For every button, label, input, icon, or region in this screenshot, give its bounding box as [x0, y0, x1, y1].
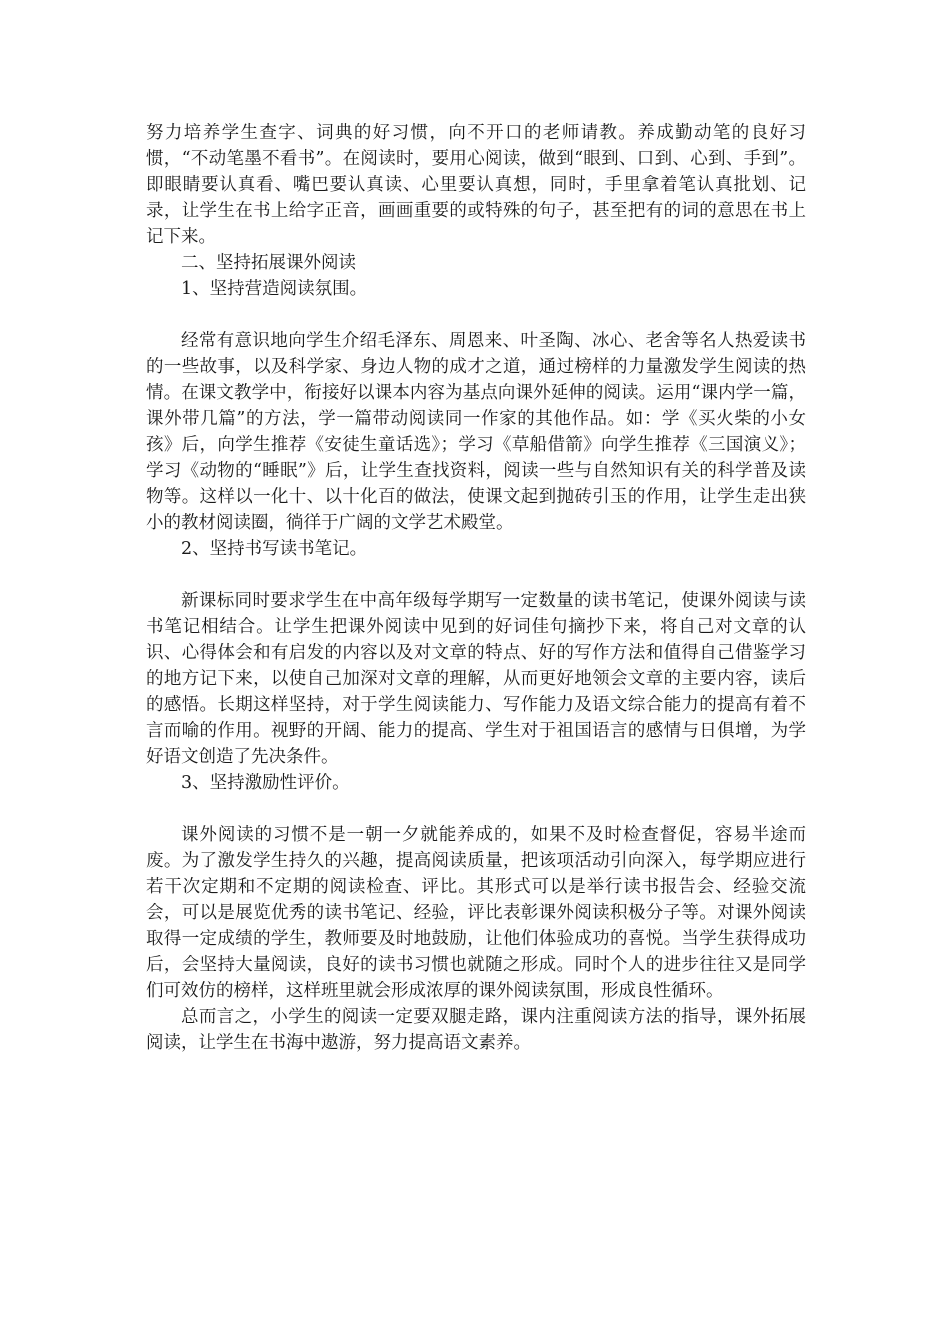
paragraph-3: 课外阅读的习惯不是一朝一夕就能养成的，如果不及时检查督促，容易半途而废。为了激发学生持久的兴趣，提高阅读质量，把该项活动引向深入，每学期应进行若干次定期和不定期的阅读检查、评比。其形式可以是举行读书报告会、经验交流会，可以是展览优秀的读书笔记、经验，评比表彰课外阅读积极分子等。对课外阅读取得一定成绩的学生，教师要及时地鼓励，让他们体验成功的喜悦。当学生获得成功后，会坚持大量阅读，良好的读书习惯也就随之形成。同时个人的进步往往又是同学们可效仿的榜样，这样班里就会形成浓厚的课外阅读氛围，形成良性循环。: [146, 825, 806, 1001]
conclusion-paragraph: 总而言之，小学生的阅读一定要双腿走路，课内注重阅读方法的指导，课外拓展阅读，让学生在书海中遨游，努力提高语文素养。: [146, 1007, 806, 1053]
subheading-2: 2、坚持书写读书笔记。: [181, 539, 368, 559]
section-heading: 二、坚持拓展课外阅读: [181, 253, 356, 273]
paragraph-2: 新课标同时要求学生在中高年级每学期写一定数量的读书笔记，使课外阅读与读书笔记相结合。让学生把课外阅读中见到的好词佳句摘抄下来，将自己对文章的认识、心得体会和有启发的内容以及对文章的特点、好的写作方法和值得自己借鉴学习的地方记下来，以使自己加深对文章的理解，从而更好地领会文章的主要内容，读后的感悟。长期这样坚持，对于学生阅读能力、写作能力及语文综合能力的提高有着不言而喻的作用。视野的开阔、能力的提高、学生对于祖国语言的感情与日俱增，为学好语文创造了先决条件。: [146, 591, 806, 767]
subheading-1: 1、坚持营造阅读氛围。: [181, 279, 368, 299]
paragraph-1: 经常有意识地向学生介绍毛泽东、周恩来、叶圣陶、冰心、老舍等名人热爱读书的一些故事，以及科学家、身边人物的成才之道，通过榜样的力量激发学生阅读的热情。在课文教学中，衔接好以课本内容为基点向课外延伸的阅读。运用“课内学一篇，课外带几篇”的方法，学一篇带动阅读同一作家的其他作品。如：学《买火柴的小女孩》后，向学生推荐《安徒生童话选》；学习《草船借箭》向学生推荐《三国演义》；学习《动物的“睡眠”》后，让学生查找资料，阅读一些与自然知识有关的科学普及读物等。这样以一化十、以十化百的做法，使课文起到抛砖引玉的作用，让学生走出狭小的教材阅读圈，徜徉于广阔的文学艺术殿堂。: [146, 331, 806, 533]
document-body: [146, 120, 806, 1056]
intro-paragraph: 努力培养学生查字、词典的好习惯，向不开口的老师请教。养成勤动笔的良好习惯，“不动笔墨不看书”。在阅读时，要用心阅读，做到“眼到、口到、心到、手到”。即眼睛要认真看、嘴巴要认真读、心里要认真想，同时，手里拿着笔认真批划、记录，让学生在书上给字正音，画画重要的或特殊的句子，甚至把有的词的意思在书上记下来。: [146, 123, 806, 247]
subheading-3: 3、坚持激励性评价。: [181, 773, 350, 793]
